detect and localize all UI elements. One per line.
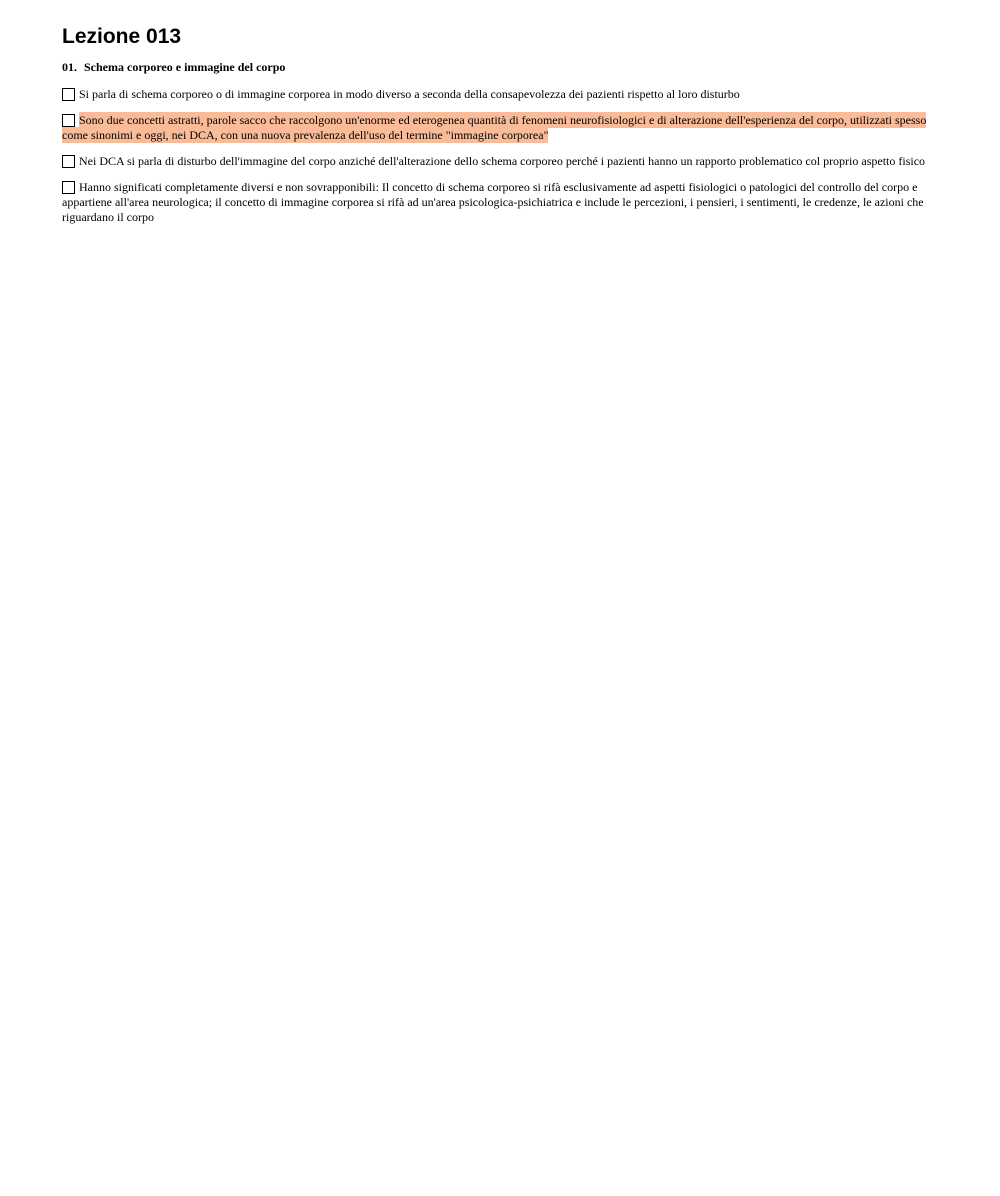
answer-checkbox[interactable]: [62, 114, 75, 127]
answer-option-4: [62, 180, 938, 225]
answer-option-1: [62, 87, 938, 102]
answer-text-highlighted: Sono due concetti astratti, parole sacco che raccolgono un'enorme ed eterogenea quantità di fenomeni neurofisiologici e di alterazione dell'esperienza del corpo, utilizzati spesso come sinonimi e oggi, nei DCA, con una nuova prevalenza dell'uso del termine "immagine corporea": [62, 113, 927, 142]
question-title: Schema corporeo e immagine del corpo: [84, 60, 286, 74]
answer-text: Nei DCA si parla di disturbo dell'immagine del corpo anziché dell'alterazione dello schema corporeo perché i pazienti hanno un rapporto problematico col proprio aspetto fisico: [79, 154, 926, 168]
document-page: [62, 24, 938, 236]
answer-option-2: [62, 113, 938, 143]
lesson-title: Lezione 013: [62, 25, 182, 48]
question-block: [62, 60, 938, 225]
answer-checkbox[interactable]: [62, 181, 75, 194]
question-number: 01.: [62, 60, 77, 74]
answer-text: Si parla di schema corporeo o di immagine corporea in modo diverso a seconda della consapevolezza dei pazienti rispetto al loro disturbo: [79, 87, 740, 101]
answer-checkbox[interactable]: [62, 88, 75, 101]
answer-text: Hanno significati completamente diversi e non sovrapponibili: Il concetto di schema corporeo si rifà esclusivamente ad aspetti fisiologici o patologici del controllo del corpo e appartiene all'area neurologica; il concetto di immagine corporea si rifà ad un'area psicologica-psichiatrica e include le percezioni, i pensieri, i sentimenti, le credenze, le azioni che riguardano il corpo: [62, 180, 924, 224]
answer-checkbox[interactable]: [62, 155, 75, 168]
question-header: [62, 60, 938, 75]
answer-option-3: [62, 154, 938, 169]
